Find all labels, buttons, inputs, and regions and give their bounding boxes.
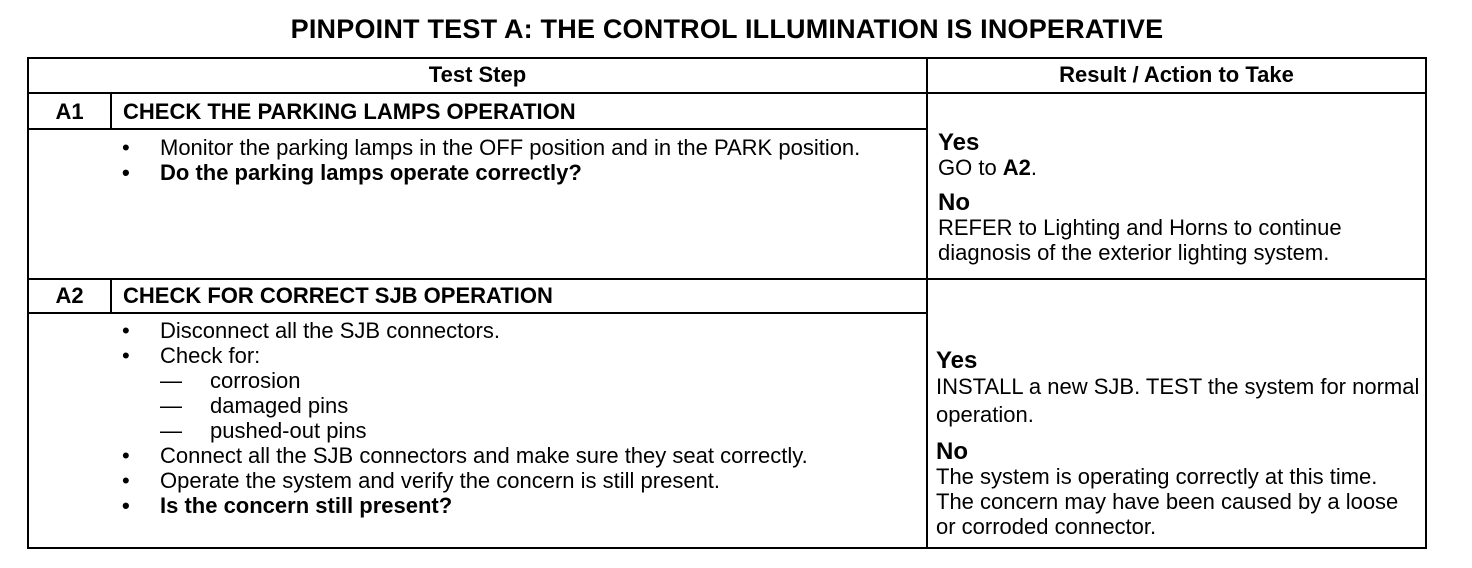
step-reference: A2 [1002,155,1031,180]
bullet-icon: • [122,343,130,368]
yes-action: GO to A2. [938,155,1038,180]
sub-list-item: — corrosion [160,368,301,393]
bullet-icon: • [122,160,130,185]
list-item: • Connect all the SJB connectors and make sure they seat correctly. [122,443,808,468]
a1-a2-divider [27,278,1427,280]
list-item: • Operate the system and verify the concern is still present. [122,468,721,493]
yes-action: INSTALL a new SJB. TEST the system for normal operation. [936,374,1420,427]
no-action: REFER to Lighting and Horns to continue diagnosis of the exterior lighting system. [938,215,1342,265]
no-label: No [938,189,970,216]
no-action: The system is operating correctly at this time. The concern may have been caused by a loose or corroded connector. [936,464,1399,539]
sub-list-item: — pushed-out pins [160,418,367,443]
page-title: PINPOINT TEST A: THE CONTROL ILLUMINATION IS INOPERATIVE [290,14,1164,44]
dash-icon: — [160,368,182,393]
list-item: • Check for: — corrosion — damaged pins — pushed-out pins [122,343,902,443]
a1-title-divider [27,128,927,130]
dash-icon: — [160,418,182,443]
list-item: • Monitor the parking lamps in the OFF position and in the PARK position. [122,135,861,160]
a2-result [936,348,1420,539]
step-id-a2: A2 [55,283,84,308]
yes-label: Yes [936,347,978,374]
step-title-a1: CHECK THE PARKING LAMPS OPERATION [123,99,576,124]
list-item: • Disconnect all the SJB connectors. [122,318,500,343]
a2-id-divider [110,278,112,313]
no-label: No [936,438,968,465]
a2-bullet-list [122,318,902,518]
column-divider [926,57,928,549]
test-step-header: Test Step [428,62,527,87]
list-item-question: • Is the concern still present? [122,493,453,518]
step-id-a1: A1 [55,99,84,124]
sub-list-item: — damaged pins [160,393,349,418]
bullet-icon: • [122,318,130,343]
a1-bullet-list [122,135,902,185]
dash-icon: — [160,393,182,418]
bullet-icon: • [122,135,130,160]
header-divider [27,92,1427,94]
bullet-icon: • [122,443,130,468]
a2-title-divider [27,312,927,314]
result-header: Result / Action to Take [1059,62,1294,87]
list-item-question: • Do the parking lamps operate correctly? [122,160,582,185]
bullet-icon: • [122,468,130,493]
a1-id-divider [110,92,112,129]
a1-result [938,130,1418,265]
yes-label: Yes [938,129,980,156]
step-title-a2: CHECK FOR CORRECT SJB OPERATION [123,283,553,308]
check-sublist [160,368,902,443]
bullet-icon: • [122,493,130,518]
